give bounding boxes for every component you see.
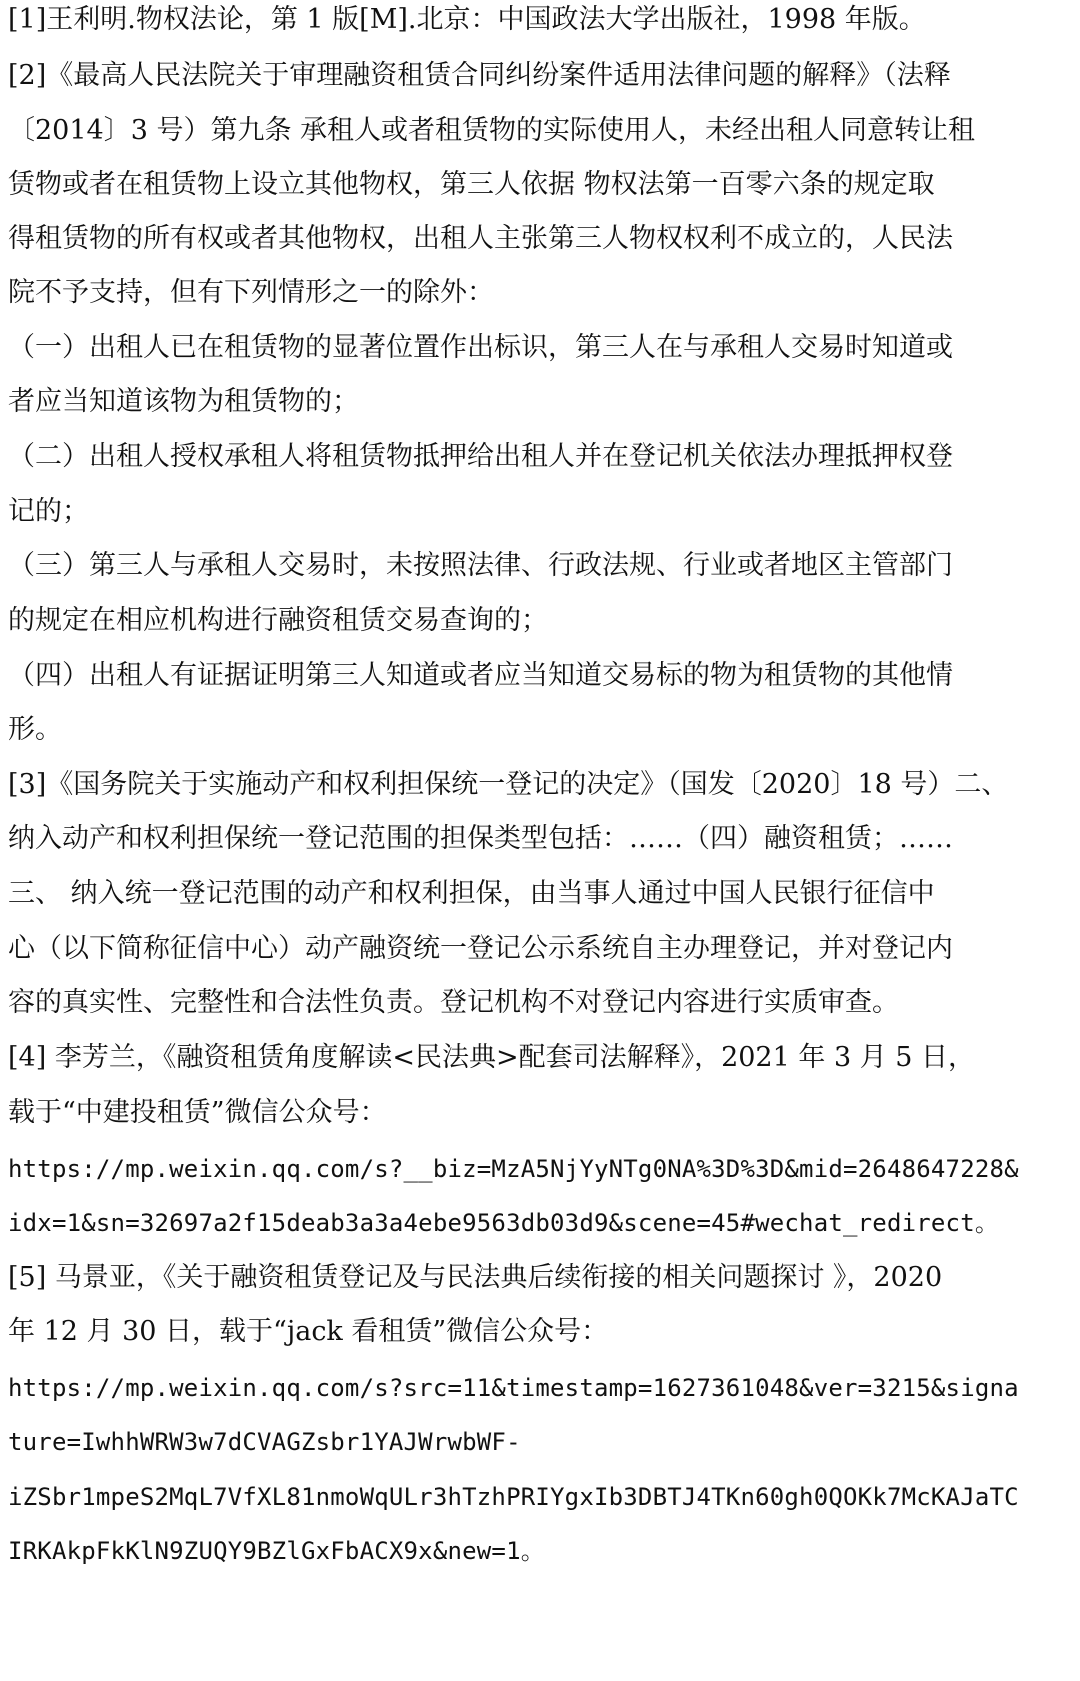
reference-3-line-1: [3]《国务院关于实施动产和权利担保统一登记的决定》（国发〔2020〕18 号）二、	[8, 769, 1009, 800]
exception-3-line-2: 的规定在相应机构进行融资租赁交易查询的；	[8, 605, 548, 636]
exception-2-line-1: （二）出租人授权承租人将租赁物抵押给出租人并在登记机关依法办理抵押权登	[8, 441, 953, 472]
reference-3-line-2: 纳入动产和权利担保统一登记范围的担保类型包括：……（四）融资租赁；……	[8, 823, 953, 854]
reference-4-url-line-2: idx=1&sn=32697a2f15deab3a3a4ebe9563db03d9&scene=45#wechat_redirect。	[8, 1209, 1000, 1237]
reference-5-line-1: [5] 马景亚，《关于融资租赁登记及与民法典后续衔接的相关问题探讨 》，2020	[8, 1262, 943, 1293]
exception-3-line-1: （三）第三人与承租人交易时，未按照法律、行政法规、行业或者地区主管部门	[8, 550, 953, 581]
reference-3-line-5: 容的真实性、完整性和合法性负责。登记机构不对登记内容进行实质审查。	[8, 987, 899, 1018]
reference-5-url-line-3: iZSbr1mpeS2MqL7VfXL81nmoWqULr3hTzhPRIYgxIb3DBTJ4TKn60gh0QOKk7McKAJaTC	[8, 1483, 1019, 1511]
exception-2-line-2: 记的；	[8, 496, 89, 527]
exception-4-line-1: （四）出租人有证据证明第三人知道或者应当知道交易标的物为租赁物的其他情	[8, 660, 953, 691]
reference-2-line-3: 赁物或者在租赁物上设立其他物权，第三人依据 物权法第一百零六条的规定取	[8, 169, 935, 200]
reference-5-url-line-1: https://mp.weixin.qq.com/s?src=11&timestamp=1627361048&ver=3215&signa	[8, 1374, 1019, 1402]
reference-5-url-line-2: ture=IwhhWRW3w7dCVAGZsbr1YAJWrwbWF-	[8, 1428, 521, 1456]
reference-1: [1]王利明.物权法论，第 1 版[M].北京：中国政法大学出版社，1998 年版。	[8, 4, 926, 35]
reference-5-url-line-4: IRKAkpFkKlN9ZUQY9BZlGxFbACX9x&new=1。	[8, 1537, 545, 1565]
reference-2-line-2: 〔2014〕3 号）第九条 承租人或者租赁物的实际使用人，未经出租人同意转让租	[8, 115, 976, 146]
reference-2-line-5: 院不予支持，但有下列情形之一的除外：	[8, 277, 494, 308]
reference-5-line-2: 年 12 月 30 日，载于“jack 看租赁”微信公众号：	[8, 1316, 609, 1347]
exception-4-line-2: 形。	[8, 714, 62, 745]
reference-4-url-line-1: https://mp.weixin.qq.com/s?__biz=MzA5NjYyNTg0NA%3D%3D&mid=2648647228&	[8, 1155, 1019, 1183]
exception-1-line-1: （一）出租人已在租赁物的显著位置作出标识，第三人在与承租人交易时知道或	[8, 332, 953, 363]
reference-3-line-3: 三、 纳入统一登记范围的动产和权利担保，由当事人通过中国人民银行征信中	[8, 878, 935, 909]
exception-1-line-2: 者应当知道该物为租赁物的；	[8, 386, 359, 417]
reference-3-line-4: 心（以下简称征信中心）动产融资统一登记公示系统自主办理登记，并对登记内	[8, 933, 953, 964]
reference-4-line-2: 载于“中建投租赁”微信公众号：	[8, 1097, 387, 1128]
reference-4-line-1: [4] 李芳兰，《融资租赁角度解读<民法典>配套司法解释》，2021 年 3 月 5 日，	[8, 1042, 976, 1073]
reference-2-line-1: [2]《最高人民法院关于审理融资租赁合同纠纷案件适用法律问题的解释》（法释	[8, 60, 951, 91]
reference-2-line-4: 得租赁物的所有权或者其他物权，出租人主张第三人物权权利不成立的，人民法	[8, 223, 953, 254]
